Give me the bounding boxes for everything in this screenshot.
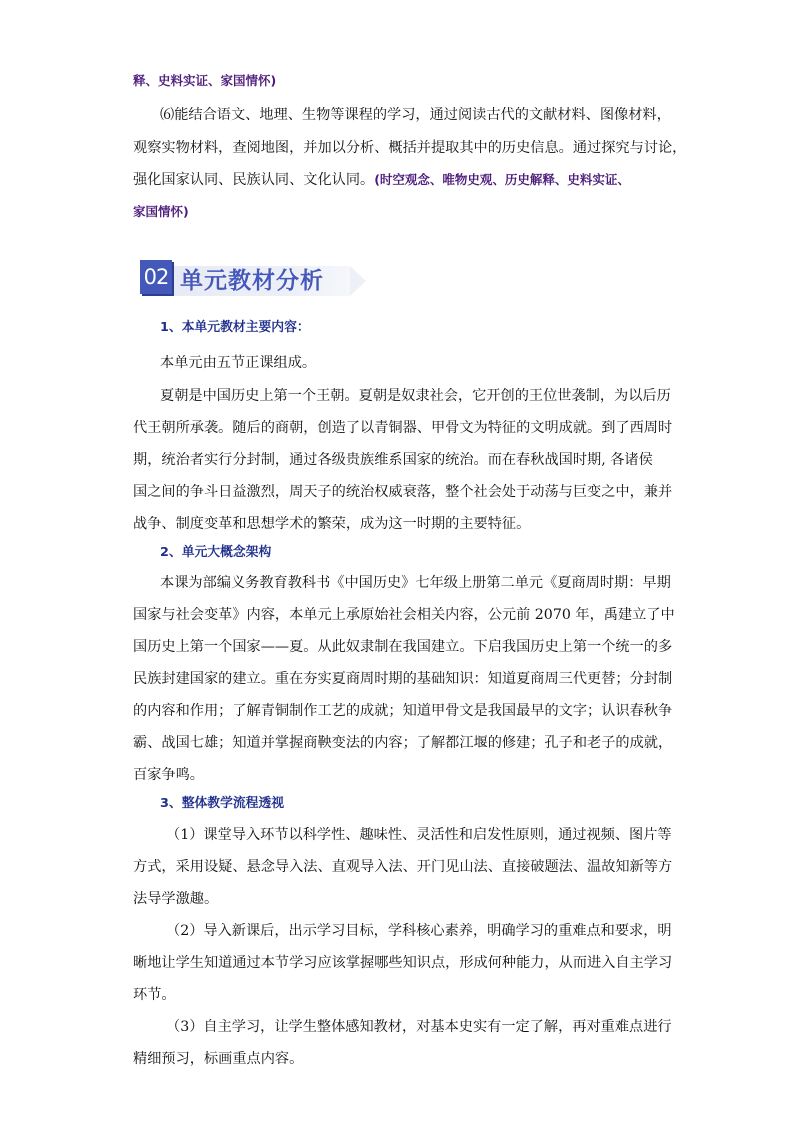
objective-6-line-2: 观察实物材料，查阅地图，并加以分析、概括并提取其中的历史信息。通过探究与讨论， <box>133 140 687 156</box>
banner-arrow-icon <box>350 266 366 296</box>
subsection-1-heading: 1、本单元教材主要内容： <box>160 320 310 335</box>
paragraph-line: 本课为部编义务教育教科书《中国历史》七年级上册第二单元《夏商周时期：早期 <box>160 575 671 591</box>
section-banner <box>140 260 370 302</box>
objective-6-tags-end: 家国情怀) <box>133 204 189 219</box>
section-number-badge: 02 <box>140 260 172 294</box>
paragraph-line: 战争、制度变革和思想学术的繁荣，成为这一时期的主要特征。 <box>133 516 531 532</box>
paragraph-line: 民族封建国家的建立。重在夯实夏商周时期的基础知识：知道夏商周三代更替；分封制 <box>133 671 673 687</box>
paragraph-line: 代王朝所承袭。随后的商朝，创造了以青铜器、甲骨文为特征的文明成就。到了西周时 <box>133 420 673 436</box>
paragraph-line: 晰地让学生知道通过本节学习应该掌握哪些知识点，形成何种能力，从而进入自主学习 <box>133 955 673 971</box>
paragraph-line: 国家与社会变革》内容，本单元上承原始社会相关内容，公元前 2070 年，禹建立了中 <box>133 607 675 623</box>
paragraph-line: （3）自主学习，让学生整体感知教材，对基本史实有一定了解，再对重难点进行 <box>166 1019 672 1035</box>
paragraph-line: 夏朝是中国历史上第一个王朝。夏朝是奴隶社会，它开创的王位世袭制，为以后历 <box>160 388 671 404</box>
objective-6-tags: (时空观念、唯物史观、历史解释、史料实证、 <box>374 172 630 187</box>
paragraph-line: 国历史上第一个国家——夏。从此奴隶制在我国建立。下启我国历史上第一个统一的多 <box>133 639 673 655</box>
subsection-1-intro: 本单元由五节正课组成。 <box>160 355 317 371</box>
paragraph-line: （1）课堂导入环节以科学性、趣味性、灵活性和启发性原则，通过视频、图片等 <box>166 827 672 843</box>
paragraph-line: 的内容和作用；了解青铜制作工艺的成就；知道甲骨文是我国最早的文字；认识春秋争 <box>133 703 673 719</box>
subsection-3-heading: 3、整体教学流程透视 <box>160 796 285 811</box>
paragraph-line: 霸、战国七雄；知道并掌握商鞅变法的内容；了解都江堰的修建；孔子和老子的成就， <box>133 735 673 751</box>
paragraph-line: （2）导入新课后，出示学习目标，学科核心素养，明确学习的重难点和要求，明 <box>166 923 672 939</box>
paragraph-line: 国之间的争斗日益激烈，周天子的统治权威衰落，整个社会处于动荡与巨变之中，兼并 <box>133 484 673 500</box>
section-title: 单元教材分析 <box>180 268 324 294</box>
objective-6-line-3 <box>133 171 673 189</box>
paragraph-line: 方式，采用设疑、悬念导入法、直观导入法、开门见山法、直接破题法、温故知新等方 <box>133 859 673 875</box>
subsection-2-heading: 2、单元大概念架构 <box>160 545 272 560</box>
objective-6-text: 强化国家认同、民族认同、文化认同。 <box>133 172 375 188</box>
objective-6-line-1: ⑹能结合语文、地理、生物等课程的学习，通过阅读古代的文献材料、图像材料， <box>160 107 671 123</box>
paragraph-line: 环节。 <box>133 987 176 1003</box>
paragraph-line: 精细预习，标画重点内容。 <box>133 1051 304 1067</box>
objective-tags-continued: 释、史料实证、家国情怀) <box>133 73 277 88</box>
paragraph-line: 法导学激趣。 <box>133 891 219 907</box>
paragraph-line: 百家争鸣。 <box>133 767 204 783</box>
paragraph-line: 期，统治者实行分封制，通过各级贵族维系国家的统治。而在春秋战国时期, 各诸侯 <box>133 452 653 468</box>
